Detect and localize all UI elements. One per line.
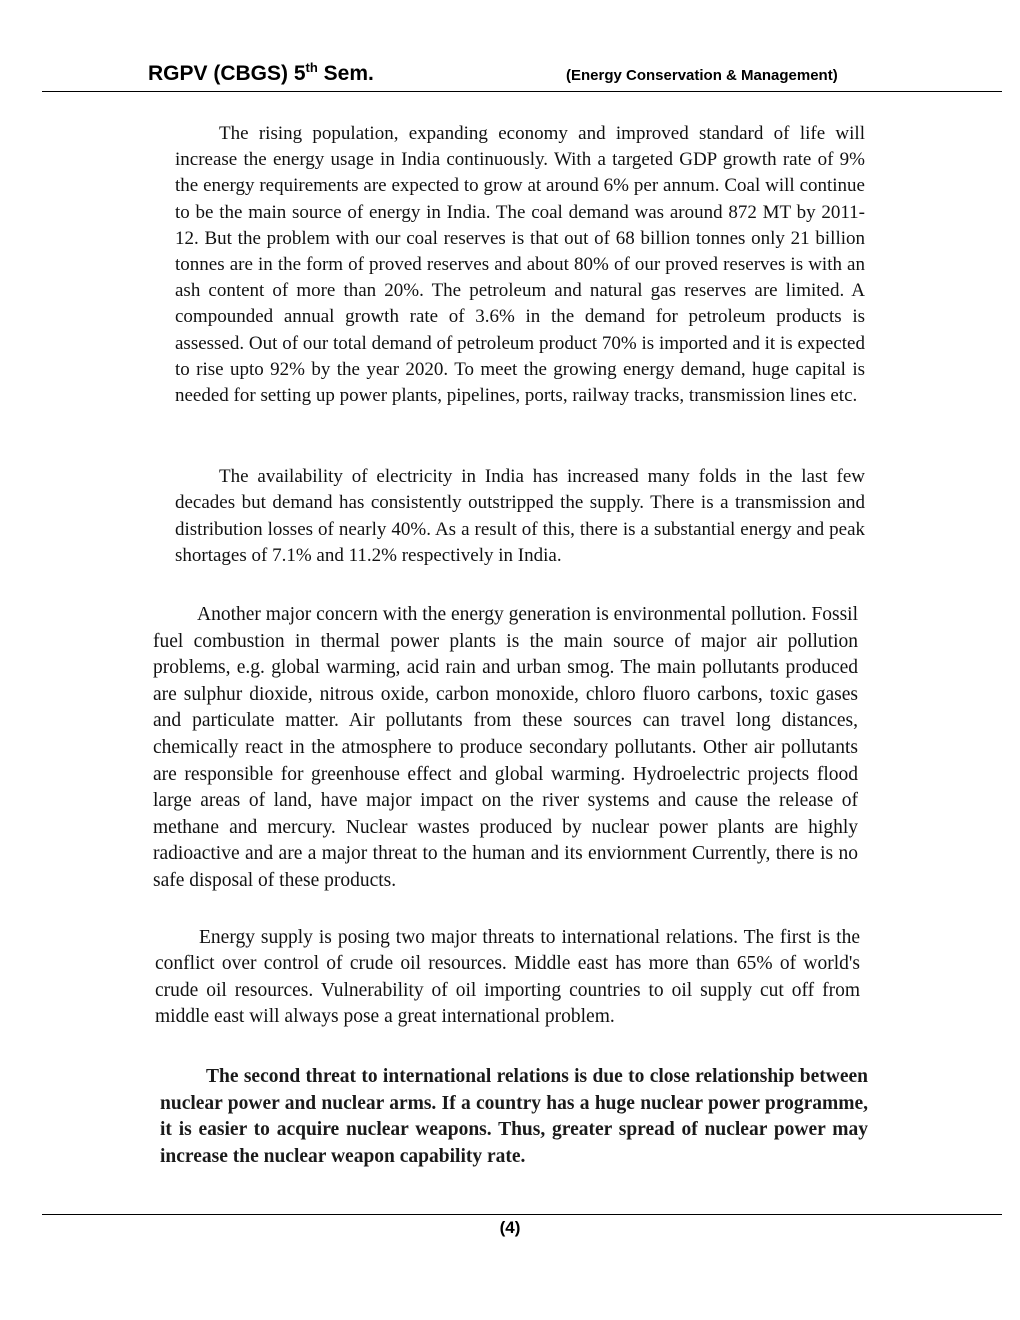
paragraph-international-threats: Energy supply is posing two major threats to international relations. The first is the conflict over control of crude oil resources. Middle east has more than 65% of world's crude oil resources. Vulnerability of oil importing countries to oil supply cut off from middle east will always pose a great international problem. — [155, 927, 860, 1028]
paragraph-electricity-availability: The availability of electricity in India has increased many folds in the last few decades but demand has consistently outstripped the supply. There is a transmission and distribution losses of nearly 40%. As a result of this, there is a substantial energy and peak shortages of 7.1% and 11.2% respectively in India. — [175, 466, 865, 567]
paragraph-environmental-pollution: Another major concern with the energy generation is environmental pollution. Fossil fuel combustion in thermal power plants is the main source of major air pollution problems, e.g. global warming, acid rain and urban smog. The main pollutants produced are sulphur dioxide, nitrous oxide, carbon monoxide, chloro fluoro carbons, toxic gases and particulate matter. Air pollutants from these sources can travel long distances, chemically react in the atmosphere to produce secondary pollutants. Other air pollutants are responsible for greenhouse effect and global warming. Hydroelectric projects flood large areas of land, have major impact on the river systems and cause the release of methane and mercury. Nuclear wastes produced by nuclear power plants are highly radioactive and are a major threat to the human and its enviornment Currently, there is no safe disposal of these products. — [153, 604, 858, 891]
course-name: RGPV (CBGS) 5 — [148, 62, 306, 85]
subject-title: (Energy Conservation & Management) — [566, 67, 838, 84]
header-divider — [42, 91, 1002, 92]
footer-divider — [42, 1214, 1002, 1215]
page-number: (4) — [499, 1218, 521, 1237]
paragraph-nuclear-threat: The second threat to international relations is due to close relationship between nuclear power and nuclear arms. If a country has a huge nuclear power programme, it is easier to acquire nuclear weapons. Thus, greater spread of nuclear power may increase the nuclear weapon capability rate. — [160, 1066, 868, 1167]
course-title — [148, 60, 374, 86]
course-superscript: th — [305, 60, 318, 75]
course-suffix: Sem. — [317, 62, 374, 85]
paragraph-energy-demand: The rising population, expanding economy and improved standard of life will increase the energy usage in India continuously. With a targeted GDP growth rate of 9% the energy requirements are expected to grow at around 6% per annum. Coal will continue to be the main source of energy in India. The coal demand was around 872 MT by 2011-12. But the problem with our coal reserves is that out of 68 billion tonnes only 21 billion tonnes are in the form of proved reserves and about 80% of our proved reserves is with an ash content of more than 20%. The petroleum and natural gas reserves are limited. A compounded annual growth rate of 3.6% in the demand for petroleum products is assessed. Out of our total demand of petroleum product 70% is imported and it is expected to rise upto 92% by the year 2020. To meet the growing energy demand, huge capital is needed for setting up power plants, pipelines, ports, railway tracks, transmission lines etc. — [175, 123, 865, 407]
